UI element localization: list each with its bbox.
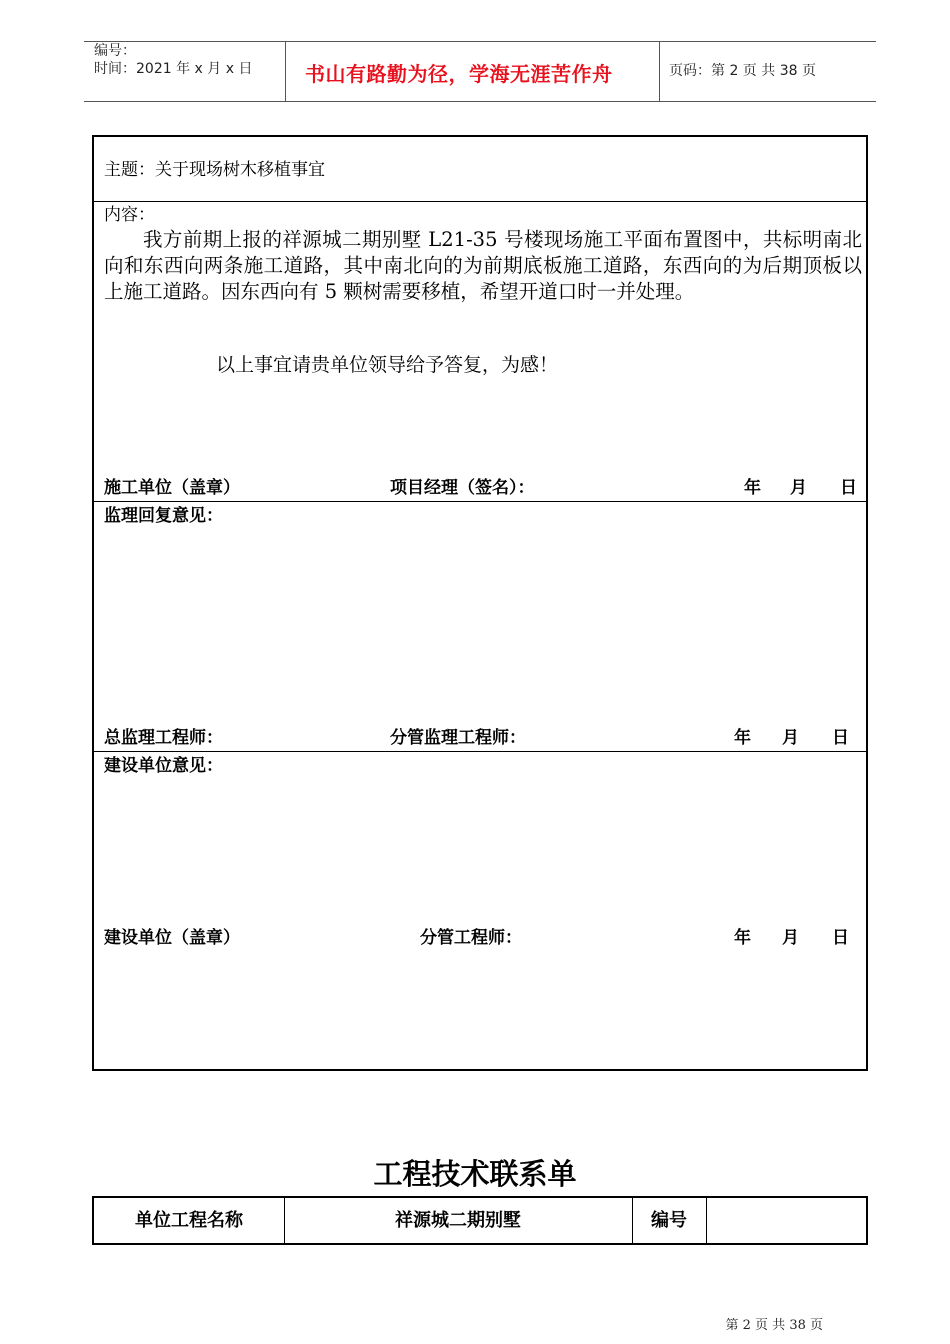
unit-name-value: 祥源城二期别墅 [395, 1210, 521, 1231]
date-day: 日 [832, 928, 849, 948]
date-year: 年 [744, 478, 761, 498]
header-time-label: 时间：2021 年 x 月 x 日 [94, 61, 253, 77]
chief-supervisor-label: 总监理工程师： [104, 728, 223, 748]
date-year: 年 [734, 928, 751, 948]
supervision-opinion-label: 监理回复意见： [104, 506, 223, 526]
number-value[interactable] [706, 1198, 866, 1243]
project-manager-label: 项目经理（签名）： [390, 478, 535, 498]
date-month: 月 [790, 478, 807, 498]
number-label: 编号 [651, 1210, 687, 1231]
date-day: 日 [832, 728, 849, 748]
second-form-title: 工程技术联系单 [373, 1157, 577, 1191]
owner-unit-label: 建设单位（盖章） [104, 928, 240, 948]
owner-engineer-label: 分管工程师： [420, 928, 522, 948]
header-motto: 书山有路勤为径，学海无涯苦作舟 [305, 62, 613, 86]
request-line: 以上事宜请贵单位领导给予答复，为感！ [216, 354, 559, 376]
contact-form [92, 135, 868, 1071]
date-month: 月 [782, 928, 799, 948]
content-label: 内容： [104, 205, 155, 225]
header-divider [659, 42, 660, 102]
unit-name-label: 单位工程名称 [135, 1210, 243, 1231]
row-divider [94, 501, 866, 502]
header-number-label: 编号： [94, 43, 136, 59]
header-divider [285, 42, 286, 102]
page-footer: 第 2 页 共 38 页 [725, 1318, 823, 1333]
content-paragraph: 我方前期上报的祥源城二期别墅 L21-35 号楼现场施工平面布置图中，共标明南北向和东西向两条施工道路，其中南北向的为前期底板施工道路，东西向的为后期顶板以上施工道路。因东西向有 5 颗树需要移植，希望开道口时一并处理。 [104, 228, 862, 303]
contractor-label: 施工单位（盖章） [104, 478, 240, 498]
date-day: 日 [840, 478, 857, 498]
subject-line: 主题：关于现场树木移植事宜 [104, 160, 325, 180]
date-month: 月 [782, 728, 799, 748]
owner-opinion-label: 建设单位意见： [104, 756, 223, 776]
sub-supervisor-label: 分管监理工程师： [390, 728, 526, 748]
date-year: 年 [734, 728, 751, 748]
second-form-table [92, 1196, 868, 1245]
header-top-rule [84, 41, 876, 42]
header-page-label: 页码：第 2 页 共 38 页 [669, 63, 816, 79]
header-bottom-rule [84, 101, 876, 102]
row-divider [94, 201, 866, 202]
row-divider [94, 751, 866, 752]
